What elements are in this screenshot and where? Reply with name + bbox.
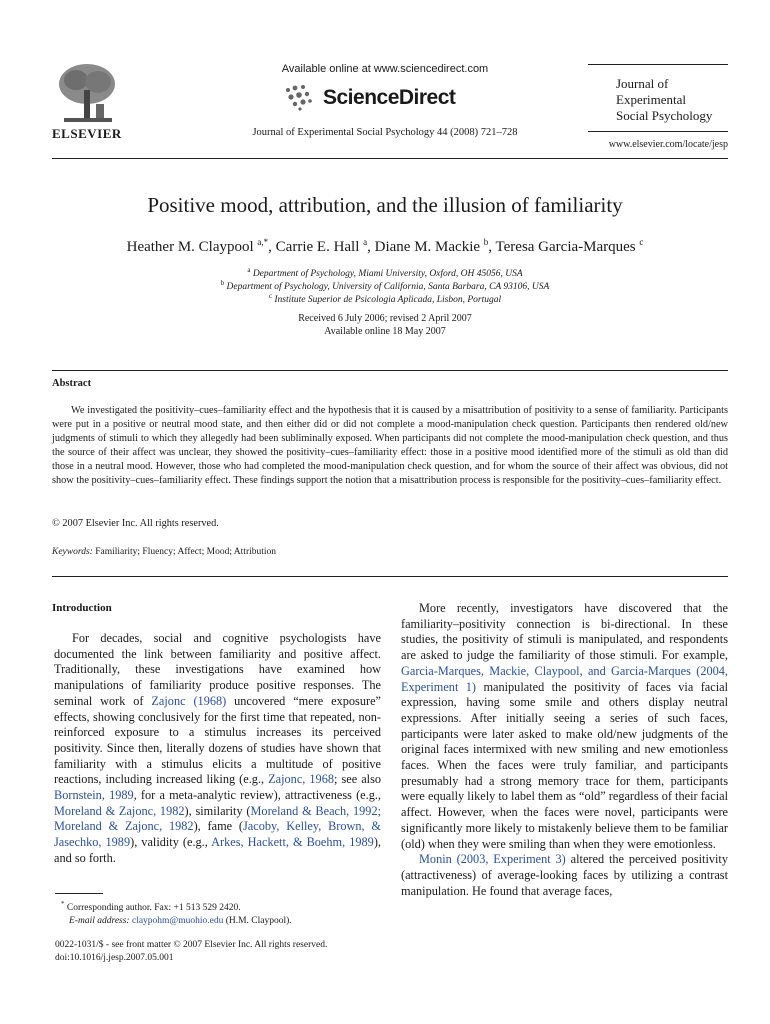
paragraph-text: manipulated the positivity of faces via facial expression, having some smile and others display neutral expressions. After initially seeing a series of such faces, participants were later asked to make old/new judgments of the original faces intermixed with new smiling and new emotionless faces. When the faces were truly familiar, and participants presumably had a strong memory trace for them, participants were equally likely to label them as “old” regardless of their facial affect. However, when the faces were novel, participants were significantly more likely to mistakenly believe them to be familiar (old) when they were smiling than when they were emotionless. [401,679,729,851]
affiliation-text: Institute Superior de Psicologia Aplicada, Lisbon, Portugal [274,295,502,305]
author-name: Teresa Garcia-Marques [495,239,636,255]
paragraph-text: ), and so forth. [54,835,381,865]
citation-link[interactable]: Arkes, Hackett, & Boehm, 1989 [211,835,374,850]
footnote-mark: * [61,900,65,908]
paragraph-text: For decades, social and cognitive psychologists have documented the link between familiarity and positive affect. Traditionally, these investigations have examined how manipulations of familiarity produce positive responses. The seminal work of [54,631,381,708]
affiliation-text: Department of Psychology, Miami University, Oxford, OH 45056, USA [252,269,523,279]
header-divider [52,158,728,159]
paragraph-text: ; see also [334,772,382,787]
abstract-rule [52,370,728,371]
keywords-label: Keywords: [52,547,93,557]
doi-line: doi:10.1016/j.jesp.2007.05.001 [55,953,174,963]
footnote-line [55,915,385,928]
citation-link[interactable]: Moreland & Beach, 1992; Moreland & Zajonc, 1982 [54,803,382,834]
citation-link[interactable]: Monin (2003, Experiment 3) [419,852,566,867]
paragraph-text: uncovered “mere exposure” effects, showing conclusively for the first time that repeated, non-reinforced exposure to a stimulus increases its perceived positivity. Since then, literally dozens of studies have shown that familiarity with a stimulus elicits a multitude of positive reactions, including increased liking (e.g., [54,693,381,787]
author-name: Carrie E. Hall [275,239,360,255]
citation-link[interactable]: Bornstein, 1989 [54,788,134,803]
paragraph-text: altered the perceived positivity (attractiveness) of average-looking faces by utilizing a contrast manipulation. He found that average faces, [401,852,728,898]
paragraph-text: More recently, investigators have discovered that the familiarity–positivity connection is bi-directional. In these studies, the positivity of stimuli is manipulated, and respondents are asked to judge the familiarity of those stimuli. For example, [401,601,728,663]
abstract-text: We investigated the positivity–cues–familiarity effect and the hypothesis that it is caused by a misattribution of positivity to a sense of familiarity. Participants were put in a positive or neutral mood state, and then either did or did not complete a mood-manipulation check question. Participants then rendered old/new judgments of stimuli to which they allegedly had been subliminally exposed. When participants did not complete the mood-manipulation check question, and thus the source of their affect was unclear, they showed the positivity–cues–familiarity effect: those in a positive mood identified more of the stimuli as old than did those in a neutral mood. However, those who had completed the mood-manipulation check question, and for whom the source of their affect was obvious, did not show the positivity–cues–familiarity effect. These findings support the notion that a misattribution process is responsible for the positivity–cues–familiarity effect. [52,405,728,486]
header-rule [588,64,728,65]
affiliation [0,266,770,279]
footnote-line [55,898,385,915]
citation-link[interactable]: Zajonc (1968) [151,693,227,708]
citation-link[interactable]: Jacoby, Kelley, Brown, & Jasechko, 1989 [54,819,381,850]
citation-link[interactable]: Garcia-Marques, Mackie, Claypool, and Garcia-Marques (2004, Experiment 1) [401,663,728,694]
keywords [52,547,276,557]
elsevier-wordmark: ELSEVIER [52,126,122,141]
keywords-rule [52,576,728,577]
author-affil-sup[interactable]: a [363,237,368,247]
footnote [55,898,385,928]
section-heading-introduction: Introduction [52,602,112,614]
received-date: Received 6 July 2006; revised 2 April 2007 [298,313,472,324]
journal-title-line: Social Psychology [616,108,713,123]
citation-link[interactable]: Moreland & Zajonc, 1982 [54,803,185,818]
citation-link[interactable]: Zajonc, 1968 [268,772,334,787]
abstract-body [52,404,728,488]
paragraph [401,852,728,899]
affiliation-text: Department of Psychology, University of California, Santa Barbara, CA 93106, USA [226,282,550,292]
issn-line: 0022-1031/$ - see front matter © 2007 Elsevier Inc. All rights reserved. [55,940,328,950]
email-label: E-mail address: [69,916,130,926]
body-left-column [54,631,381,867]
abstract-heading: Abstract [52,378,92,389]
author-name: Heather M. Claypool [126,239,254,255]
footnote-rule [55,893,103,894]
paragraph [401,601,728,852]
copyright-notice: © 2007 Elsevier Inc. All rights reserved. [52,518,219,529]
affiliation-sup: a [247,266,251,274]
affiliation-sup: b [220,279,225,287]
available-date: Available online 18 May 2007 [324,326,446,337]
paragraph [54,631,381,867]
sciencedirect-wordmark: ScienceDirect [323,86,456,109]
sciencedirect-dots-icon [282,82,322,114]
journal-title-line: Experimental [616,92,687,107]
author-affil-sup[interactable]: b [483,237,489,247]
body-right-column [401,601,728,899]
journal-citation: Journal of Experimental Social Psychology 44 (2008) 721–728 [252,127,518,138]
paragraph-text: , for a meta-analytic review), attractiveness (e.g., [133,788,381,803]
email-suffix: (H.M. Claypool). [225,916,292,926]
imprint [55,939,385,965]
affiliation-sup: c [268,292,272,300]
author-affil-sup[interactable]: c [639,237,644,247]
affiliation [0,279,770,292]
header-rule [588,131,728,132]
journal-url-link[interactable]: www.elsevier.com/locate/jesp [608,139,728,150]
author-affil-sup[interactable]: a,* [257,237,269,247]
author-list: Heather M. Claypool $^{a,*}$, Carrie E. Hall $^a$, Diane M. Mackie $^b$, Teresa Garcia-Marques $^c$ [126,237,644,255]
paragraph-text: ), validity (e.g., [130,835,212,850]
available-online-text: Available online at www.sciencedirect.com [281,63,489,75]
journal-title-line: Journal of [616,76,669,91]
article-title: Positive mood, attribution, and the illusion of familiarity [147,193,623,217]
corresponding-author: Corresponding author. Fax: +1 513 529 2420. [66,903,241,913]
keywords-list: Familiarity; Fluency; Affect; Mood; Attribution [95,547,277,557]
affiliation [0,292,770,305]
author-name: Diane M. Mackie [374,239,481,255]
email-link[interactable]: claypohm@muohio.edu [131,916,224,926]
journal-title [616,76,712,124]
paragraph-text: ), fame ( [193,819,244,834]
paragraph-text: ), similarity ( [184,803,251,818]
